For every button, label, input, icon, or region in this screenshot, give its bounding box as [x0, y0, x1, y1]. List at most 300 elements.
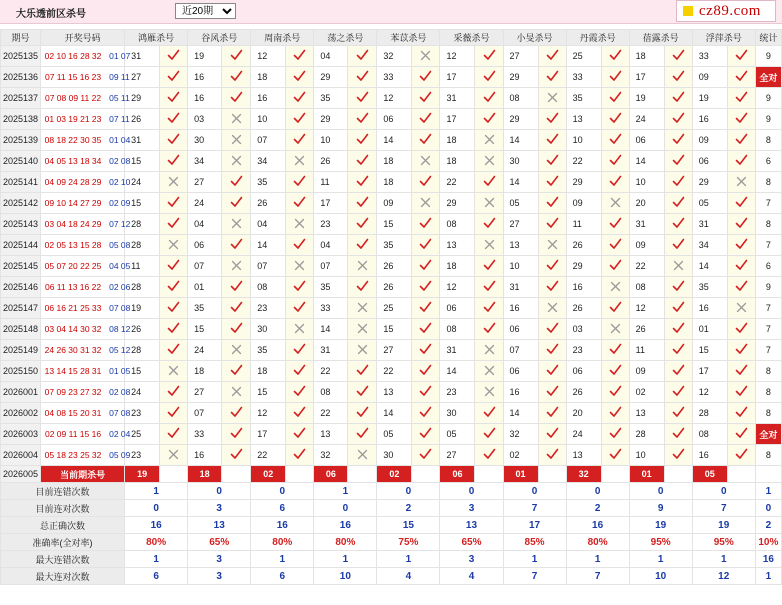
award-numbers-cell	[41, 88, 130, 109]
kill-number: 07	[503, 340, 538, 361]
period-cell: 2025145	[1, 256, 41, 277]
summary-value: 1	[125, 483, 188, 500]
summary-value: 80%	[251, 534, 314, 551]
correct-check-icon	[727, 340, 755, 361]
correct-check-icon	[664, 340, 692, 361]
next-period-cell: 2026005	[1, 466, 41, 483]
table-row	[1, 172, 782, 193]
correct-check-icon	[286, 235, 314, 256]
correct-check-icon	[412, 361, 440, 382]
correct-check-icon	[601, 214, 629, 235]
kill-number: 14	[314, 319, 348, 340]
summary-value: 13	[188, 517, 251, 534]
correct-check-icon	[412, 172, 440, 193]
summary-value: 0	[377, 483, 440, 500]
period-cell: 2026003	[1, 424, 41, 445]
award-back-numbers: 01 05	[109, 366, 131, 376]
table-row	[1, 235, 782, 256]
kill-number: 18	[377, 172, 412, 193]
period-range-select[interactable]	[175, 3, 236, 19]
wrong-cross-icon	[160, 361, 188, 382]
award-front-numbers: 02 10 16 28 32	[44, 51, 102, 61]
wrong-cross-icon	[538, 298, 566, 319]
table-row	[1, 319, 782, 340]
correct-check-icon	[412, 88, 440, 109]
kill-number: 06	[692, 151, 727, 172]
table-row	[1, 88, 782, 109]
blank-cell	[348, 466, 377, 483]
award-back-numbers: 02 04	[109, 429, 131, 439]
kill-number: 05	[440, 424, 475, 445]
kill-number: 22	[377, 361, 412, 382]
table-row	[1, 109, 782, 130]
correct-check-icon	[348, 361, 377, 382]
correct-check-icon	[160, 88, 188, 109]
table-row	[1, 277, 782, 298]
kill-number: 18	[440, 151, 475, 172]
correct-check-icon	[727, 67, 755, 88]
correct-check-icon	[538, 445, 566, 466]
kill-number: 08	[251, 277, 286, 298]
kill-number: 16	[692, 109, 727, 130]
current-kill-number: 18	[188, 466, 222, 483]
kill-number: 28	[125, 340, 160, 361]
summary-label: 最大连对次数	[1, 568, 125, 585]
correct-check-icon	[475, 256, 503, 277]
correct-check-icon	[160, 193, 188, 214]
table-row	[1, 193, 782, 214]
correct-check-icon	[286, 172, 314, 193]
correct-check-icon	[727, 109, 755, 130]
row-stat: 9	[755, 46, 781, 67]
blank-cell	[222, 466, 251, 483]
kill-number: 27	[188, 382, 222, 403]
col-header-expert: 蓓露杀号	[629, 30, 692, 46]
wrong-cross-icon	[412, 193, 440, 214]
correct-check-icon	[727, 130, 755, 151]
award-front-numbers: 02 09 11 15 16	[44, 429, 102, 439]
summary-row	[1, 500, 782, 517]
row-stat: 8	[755, 403, 781, 424]
wrong-cross-icon	[160, 172, 188, 193]
correct-check-icon	[160, 256, 188, 277]
summary-value: 15	[377, 517, 440, 534]
row-stat: 全对	[755, 67, 781, 88]
kill-number: 26	[125, 109, 160, 130]
correct-check-icon	[538, 214, 566, 235]
correct-check-icon	[475, 214, 503, 235]
table-row	[1, 382, 782, 403]
table-row	[1, 214, 782, 235]
kill-number: 08	[692, 424, 727, 445]
correct-check-icon	[412, 130, 440, 151]
table-row	[1, 256, 782, 277]
kill-number: 07	[188, 256, 222, 277]
logo-square-icon	[683, 6, 693, 16]
summary-value: 19	[629, 517, 692, 534]
wrong-cross-icon	[475, 235, 503, 256]
row-stat: 8	[755, 382, 781, 403]
kill-number: 26	[566, 235, 601, 256]
wrong-cross-icon	[286, 256, 314, 277]
row-stat: 9	[755, 88, 781, 109]
table-row	[1, 67, 782, 88]
summary-label: 总正确次数	[1, 517, 125, 534]
award-back-numbers: 05 11	[109, 93, 130, 103]
kill-number: 31	[629, 214, 664, 235]
kill-number: 15	[125, 361, 160, 382]
correct-check-icon	[601, 172, 629, 193]
kill-number: 31	[125, 130, 160, 151]
kill-number: 24	[188, 193, 222, 214]
kill-number: 25	[125, 424, 160, 445]
correct-check-icon	[727, 361, 755, 382]
correct-check-icon	[222, 67, 251, 88]
kill-number: 20	[566, 403, 601, 424]
correct-check-icon	[664, 109, 692, 130]
correct-check-icon	[601, 445, 629, 466]
correct-check-icon	[538, 277, 566, 298]
kill-number: 07	[188, 403, 222, 424]
col-header-period: 期号	[1, 30, 41, 46]
wrong-cross-icon	[412, 46, 440, 67]
correct-check-icon	[664, 172, 692, 193]
summary-value: 0	[440, 483, 503, 500]
award-numbers-cell	[41, 382, 131, 403]
summary-value: 0	[125, 500, 188, 517]
correct-check-icon	[222, 403, 251, 424]
kill-number: 04	[314, 46, 348, 67]
blank-cell	[664, 466, 692, 483]
award-numbers-cell	[41, 403, 131, 424]
kill-number: 23	[251, 298, 286, 319]
kill-number: 34	[692, 235, 727, 256]
correct-check-icon	[601, 130, 629, 151]
kill-number: 19	[692, 88, 727, 109]
correct-check-icon	[222, 424, 251, 445]
summary-value: 95%	[629, 534, 692, 551]
award-front-numbers: 08 18 22 30 35	[44, 135, 102, 145]
correct-check-icon	[348, 235, 377, 256]
blank-cell	[538, 466, 566, 483]
col-header-award: 开奖号码	[41, 30, 125, 46]
kill-number: 35	[188, 298, 222, 319]
correct-check-icon	[286, 382, 314, 403]
kill-number: 14	[503, 403, 538, 424]
current-kill-number: 06	[440, 466, 475, 483]
award-front-numbers: 04 08 15 20 31	[44, 408, 102, 418]
correct-check-icon	[160, 298, 188, 319]
kill-number: 12	[629, 298, 664, 319]
correct-check-icon	[664, 382, 692, 403]
summary-value: 1	[503, 551, 566, 568]
col-header-expert: 苯苡杀号	[377, 30, 440, 46]
kill-number: 10	[566, 130, 601, 151]
correct-check-icon	[475, 67, 503, 88]
period-cell: 2025135	[1, 46, 41, 67]
kill-number: 23	[125, 403, 160, 424]
kill-number: 12	[377, 88, 412, 109]
correct-check-icon	[601, 340, 629, 361]
correct-check-icon	[727, 403, 755, 424]
kill-number: 29	[566, 256, 601, 277]
period-cell: 2026002	[1, 403, 41, 424]
site-logo[interactable]	[676, 0, 776, 22]
summary-value: 1	[314, 483, 377, 500]
row-stat: 全对	[755, 424, 781, 445]
kill-number: 31	[503, 277, 538, 298]
kill-number: 08	[503, 88, 538, 109]
correct-check-icon	[222, 445, 251, 466]
kill-number: 29	[314, 109, 348, 130]
kill-number: 16	[503, 382, 538, 403]
summary-stat: 0	[755, 500, 781, 517]
kill-number: 18	[440, 256, 475, 277]
correct-check-icon	[538, 130, 566, 151]
correct-check-icon	[475, 445, 503, 466]
row-stat: 7	[755, 235, 781, 256]
current-kill-number: 02	[377, 466, 412, 483]
kill-number: 26	[314, 151, 348, 172]
award-back-numbers: 07 11	[109, 114, 130, 124]
award-front-numbers: 07 08 09 11 22	[44, 93, 102, 103]
correct-check-icon	[286, 88, 314, 109]
table-row	[1, 340, 782, 361]
correct-check-icon	[412, 277, 440, 298]
wrong-cross-icon	[348, 256, 377, 277]
row-stat: 7	[755, 340, 781, 361]
correct-check-icon	[727, 214, 755, 235]
kill-number: 23	[314, 214, 348, 235]
kill-number: 04	[188, 214, 222, 235]
correct-check-icon	[601, 403, 629, 424]
summary-label: 最大连错次数	[1, 551, 125, 568]
correct-check-icon	[222, 193, 251, 214]
correct-check-icon	[348, 130, 377, 151]
correct-check-icon	[664, 403, 692, 424]
correct-check-icon	[475, 172, 503, 193]
summary-label: 目前连对次数	[1, 500, 125, 517]
kill-number: 15	[377, 214, 412, 235]
correct-check-icon	[601, 361, 629, 382]
kill-number: 09	[566, 193, 601, 214]
kill-number: 26	[566, 298, 601, 319]
period-cell: 2025136	[1, 67, 41, 88]
current-kill-label: 当前期杀号	[41, 466, 125, 483]
period-cell: 2025137	[1, 88, 41, 109]
kill-number: 23	[566, 340, 601, 361]
kill-number: 09	[629, 361, 664, 382]
kill-number: 09	[377, 193, 412, 214]
kill-number: 24	[188, 340, 222, 361]
correct-check-icon	[664, 424, 692, 445]
summary-value: 7	[503, 568, 566, 585]
summary-value: 3	[440, 551, 503, 568]
kill-number: 17	[251, 424, 286, 445]
kill-number: 22	[566, 151, 601, 172]
kill-number: 15	[377, 319, 412, 340]
period-cell: 2026004	[1, 445, 41, 466]
award-numbers-cell	[41, 46, 131, 67]
kill-number: 24	[125, 172, 160, 193]
kill-number: 11	[125, 256, 160, 277]
summary-value: 1	[629, 551, 692, 568]
correct-check-icon	[412, 298, 440, 319]
kill-number: 27	[440, 445, 475, 466]
summary-row	[1, 568, 782, 585]
summary-value: 17	[503, 517, 566, 534]
correct-check-icon	[601, 67, 629, 88]
wrong-cross-icon	[222, 130, 251, 151]
correct-check-icon	[664, 193, 692, 214]
award-back-numbers: 08 12	[109, 324, 131, 334]
col-header-expert: 采薇杀号	[440, 30, 503, 46]
kill-number: 08	[440, 214, 475, 235]
kill-number: 07	[251, 256, 286, 277]
summary-stat: 1	[755, 568, 781, 585]
kill-number: 28	[125, 277, 160, 298]
summary-value: 12	[692, 568, 755, 585]
summary-value: 4	[377, 568, 440, 585]
kill-number: 31	[125, 46, 160, 67]
kill-number: 16	[188, 445, 222, 466]
period-cell: 2025143	[1, 214, 41, 235]
summary-label: 目前连错次数	[1, 483, 125, 500]
correct-check-icon	[412, 109, 440, 130]
correct-check-icon	[664, 67, 692, 88]
logo-text: cz89.com	[699, 3, 761, 19]
kill-number: 26	[629, 319, 664, 340]
kill-number: 35	[251, 340, 286, 361]
summary-value: 16	[566, 517, 629, 534]
correct-check-icon	[538, 424, 566, 445]
current-kill-number: 06	[314, 466, 348, 483]
kill-number: 06	[377, 109, 412, 130]
kill-number: 14	[629, 151, 664, 172]
award-front-numbers: 09 10 14 27 29	[44, 198, 102, 208]
wrong-cross-icon	[286, 151, 314, 172]
correct-check-icon	[222, 361, 251, 382]
kill-number: 18	[377, 151, 412, 172]
award-numbers-cell	[41, 151, 131, 172]
kill-number: 34	[251, 151, 286, 172]
wrong-cross-icon	[601, 319, 629, 340]
kill-number: 20	[629, 193, 664, 214]
kill-number: 16	[188, 67, 222, 88]
summary-value: 1	[566, 551, 629, 568]
kill-number: 18	[629, 46, 664, 67]
award-front-numbers: 02 05 13 15 28	[44, 240, 102, 250]
award-back-numbers: 07 08	[109, 408, 131, 418]
kill-number: 23	[125, 445, 160, 466]
correct-check-icon	[601, 46, 629, 67]
row-stat: 9	[755, 277, 781, 298]
table-row	[1, 130, 782, 151]
correct-check-icon	[475, 46, 503, 67]
correct-check-icon	[348, 151, 377, 172]
correct-check-icon	[664, 88, 692, 109]
correct-check-icon	[538, 403, 566, 424]
correct-check-icon	[286, 298, 314, 319]
award-back-numbers: 01 04	[109, 135, 131, 145]
kill-number: 04	[251, 214, 286, 235]
award-back-numbers: 02 10	[109, 177, 131, 187]
wrong-cross-icon	[348, 298, 377, 319]
correct-check-icon	[286, 46, 314, 67]
kill-number: 16	[692, 298, 727, 319]
correct-check-icon	[286, 193, 314, 214]
kill-number: 13	[377, 382, 412, 403]
correct-check-icon	[538, 361, 566, 382]
blank-cell	[412, 466, 440, 483]
kill-number: 34	[188, 151, 222, 172]
kill-number: 33	[566, 67, 601, 88]
award-numbers-cell	[41, 235, 131, 256]
correct-check-icon	[601, 109, 629, 130]
correct-check-icon	[286, 130, 314, 151]
blank-cell	[475, 466, 503, 483]
blank-cell	[601, 466, 629, 483]
correct-check-icon	[412, 340, 440, 361]
award-front-numbers: 06 16 21 25 33	[44, 303, 102, 313]
kill-number: 24	[566, 424, 601, 445]
award-numbers-cell	[41, 130, 131, 151]
summary-value: 0	[629, 483, 692, 500]
correct-check-icon	[664, 361, 692, 382]
period-cell: 2025148	[1, 319, 41, 340]
correct-check-icon	[286, 403, 314, 424]
correct-check-icon	[160, 214, 188, 235]
kill-number: 27	[125, 67, 160, 88]
kill-number: 31	[440, 88, 475, 109]
kill-number: 22	[629, 256, 664, 277]
kill-number: 18	[251, 361, 286, 382]
summary-value: 65%	[440, 534, 503, 551]
correct-check-icon	[475, 88, 503, 109]
wrong-cross-icon	[222, 340, 251, 361]
correct-check-icon	[475, 403, 503, 424]
correct-check-icon	[286, 67, 314, 88]
kill-number: 07	[314, 256, 348, 277]
award-numbers-cell	[41, 445, 131, 466]
award-back-numbers: 05 08	[109, 240, 131, 250]
kill-number: 28	[125, 235, 160, 256]
kill-number: 08	[629, 277, 664, 298]
wrong-cross-icon	[222, 382, 251, 403]
summary-row	[1, 534, 782, 551]
summary-value: 10	[314, 568, 377, 585]
award-numbers-cell	[41, 340, 131, 361]
award-front-numbers: 07 11 15 16 23	[44, 72, 102, 82]
award-numbers-cell	[41, 256, 131, 277]
kill-number: 18	[251, 67, 286, 88]
summary-value: 0	[503, 483, 566, 500]
kill-number: 12	[692, 382, 727, 403]
kill-number: 18	[188, 361, 222, 382]
summary-row	[1, 517, 782, 534]
period-cell: 2025150	[1, 361, 41, 382]
kill-number: 13	[503, 235, 538, 256]
col-header-expert: 谷风杀号	[188, 30, 251, 46]
award-numbers-cell	[41, 361, 131, 382]
correct-check-icon	[538, 46, 566, 67]
correct-check-icon	[412, 424, 440, 445]
kill-number: 16	[566, 277, 601, 298]
correct-check-icon	[412, 403, 440, 424]
kill-number: 22	[314, 403, 348, 424]
kill-number: 32	[314, 445, 348, 466]
kill-number: 09	[692, 130, 727, 151]
